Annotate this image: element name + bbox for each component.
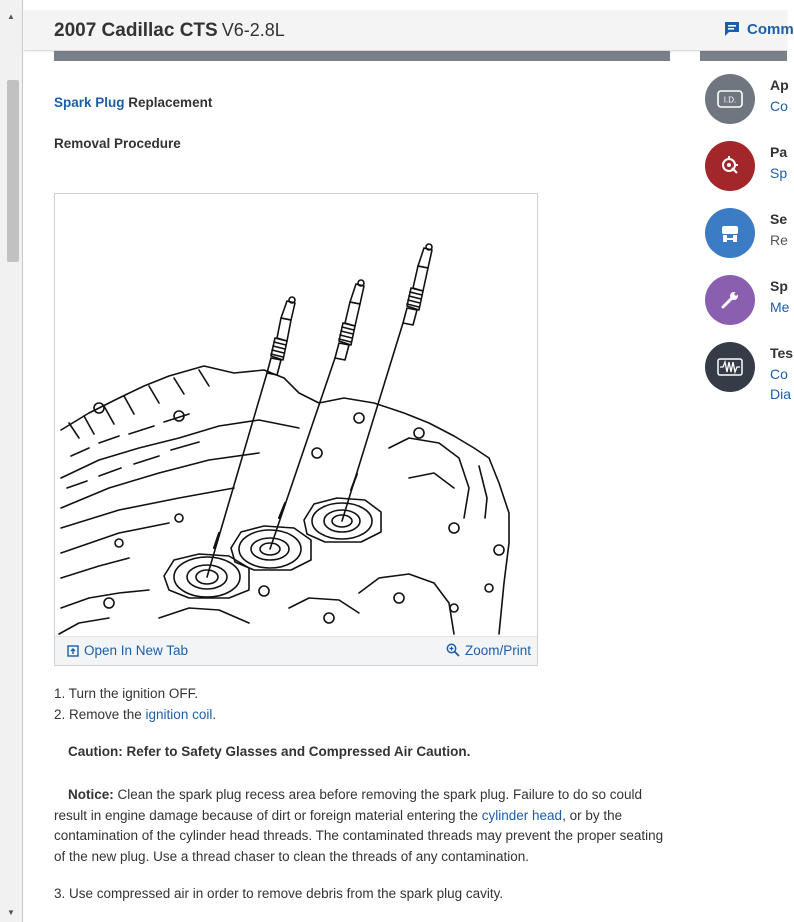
notice-paragraph [54, 785, 674, 867]
service-lift-icon [705, 208, 755, 258]
related-item-specs[interactable] [705, 275, 790, 335]
figure-toolbar [55, 636, 537, 665]
comments-button[interactable] [723, 20, 794, 38]
cylinder-head-link[interactable]: cylinder head [481, 807, 563, 823]
zoom-print-label: Zoom/Print [464, 643, 531, 658]
related-item-title: Sp [770, 278, 788, 294]
related-item-link[interactable]: Co [770, 98, 788, 114]
scrollbar-thumb[interactable] [7, 80, 19, 262]
related-item-applications[interactable] [705, 74, 787, 134]
svg-text:I.D.: I.D. [723, 95, 737, 105]
related-item-link-line2: Dia [770, 386, 792, 402]
related-item-testing[interactable] [705, 342, 794, 402]
article-title [54, 95, 212, 110]
wrench-icon [705, 275, 755, 325]
notice-label: Notice: [68, 787, 114, 802]
ignition-coil-link[interactable]: ignition coil [145, 706, 213, 722]
article-title-rest: Replacement [124, 95, 213, 110]
vehicle-title [54, 20, 285, 42]
related-item-link[interactable]: Re [770, 232, 788, 248]
caution-text: Caution: Refer to Safety Glasses and Compressed Air Caution. [68, 744, 471, 759]
related-item-title: Pa [770, 144, 788, 160]
related-item-title: Se [770, 211, 788, 227]
related-item-link[interactable]: Me [770, 299, 790, 315]
vertical-scrollbar[interactable] [0, 0, 23, 922]
vehicle-header [24, 10, 794, 51]
spark-plug-engine-diagram[interactable] [59, 198, 533, 634]
notice-text-2: , or by the contamination of the cylinder head threads. The contaminated threads may prevent the proper seating of the new plug. Use a thread chaser to clean the threads of any contamination. [54, 807, 664, 864]
procedure-heading: Removal Procedure [54, 136, 181, 151]
engine-label: V6-2.8L [221, 20, 285, 40]
step-2-prefix: 2. Remove the [54, 706, 146, 722]
id-icon [705, 74, 755, 124]
notice-text-1: Clean the spark plug recess area before removing the spark plug. Failure to do so could result in engine damage because of dirt or foreign material entering the [54, 787, 643, 823]
illustration-figure [54, 193, 538, 666]
related-item-title: Tes [770, 345, 794, 361]
scroll-up-arrow-icon[interactable]: ▲ [7, 12, 15, 21]
related-item-link-line1: Co [770, 366, 788, 382]
step-2-suffix: . [212, 706, 217, 722]
related-item-title: Ap [770, 77, 789, 93]
spark-plug-link[interactable]: Spark Plug [54, 95, 125, 110]
step-1: 1. Turn the ignition OFF. [54, 686, 199, 701]
zoom-print-link[interactable] [446, 643, 531, 658]
waveform-icon [705, 342, 755, 392]
zoom-magnifier-icon [446, 643, 460, 657]
comment-icon [723, 20, 741, 38]
related-item-parts[interactable] [705, 141, 787, 201]
step-3: 3. Use compressed air in order to remove debris from the spark plug cavity. [54, 886, 504, 901]
step-2 [54, 705, 216, 726]
procedure-steps [54, 684, 216, 725]
open-in-new-tab-label: Open In New Tab [84, 643, 189, 658]
parts-tag-icon [705, 141, 755, 191]
related-item-service[interactable] [705, 208, 787, 268]
vehicle-name: 2007 Cadillac CTS [54, 20, 218, 41]
related-item-link[interactable] [770, 364, 791, 404]
scroll-down-arrow-icon[interactable]: ▼ [7, 908, 15, 917]
comments-label: Comm [747, 21, 794, 38]
related-item-link[interactable]: Sp [770, 165, 788, 181]
open-new-tab-icon [67, 645, 79, 657]
open-in-new-tab-link[interactable] [67, 643, 188, 658]
